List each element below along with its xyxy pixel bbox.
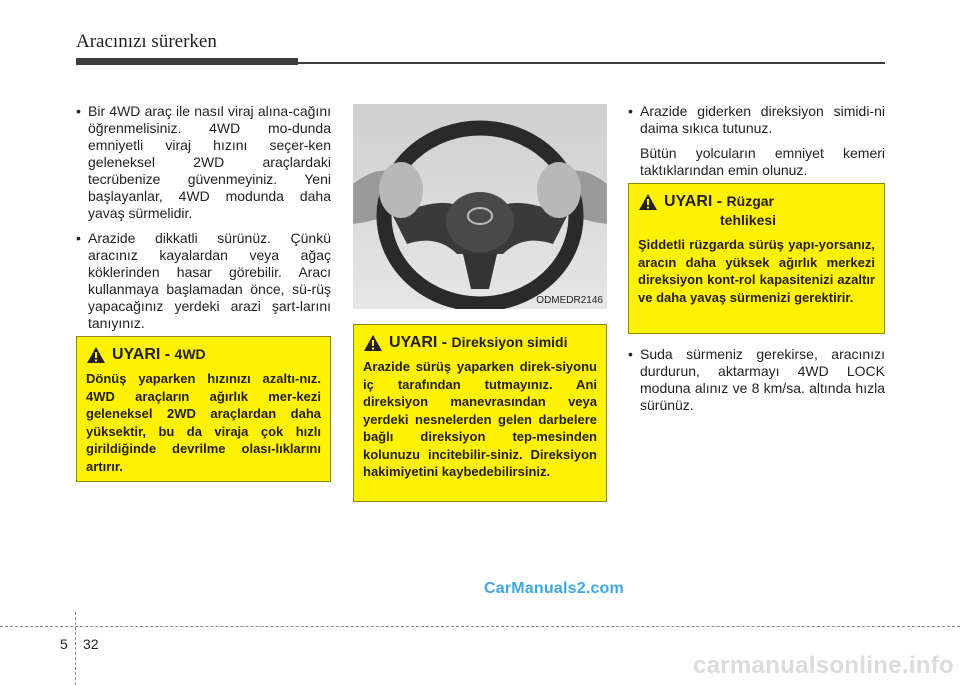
- bullet-hold-wheel: • Arazide giderken direksiyon simidi-ni daima sıkıca tutunuz.: [628, 103, 885, 137]
- right-column: [628, 103, 885, 187]
- chapter-number: 5: [60, 636, 68, 652]
- warning-title: UYARI -: [389, 334, 448, 351]
- warning-box-wind: [628, 183, 885, 334]
- warning-body: Şiddetli rüzgarda sürüş yapı-yorsanız, aracın daha yüksek ağırlık merkezi direksiyon kont-rol kapasitenizi azaltır ve daha yavaş sürmenizi gerektirir.: [638, 237, 875, 305]
- warning-subtitle: Direksiyon simidi: [451, 334, 568, 350]
- header-rule-thick: [76, 58, 298, 65]
- bullet-offroad-care: • Arazide dikkatli sürünüz. Çünkü aracınız kayalardan veya ağaç köklerinden hasar görebilir. Aracı kullanmaya başlamadan önce, sü-rüş yapacağınız yerdeki arazi şart-larını tanıyınız.: [76, 230, 331, 332]
- warning-triangle-icon: [86, 346, 106, 364]
- warning-box-4wd: [76, 336, 331, 482]
- warning-subtitle: 4WD: [174, 346, 206, 362]
- bullet-4wd-cornering: • Bir 4WD araç ile nasıl viraj alına-cağını öğrenmelisiniz. 4WD mo-dunda emniyetli viraj hızını seçer-ken geleneksel 2WD araçlardaki tecrübenize güvenmeyiniz. Yeni başlayanlar, 4WD modunda daha yavaş sürmelidir.: [76, 103, 331, 222]
- bullet-water-driving: • Suda sürmeniz gerekirse, aracınızı durdurun, aktarmayı 4WD LOCK moduna alınız ve 8 km/sa. altında hızla sürünüz.: [628, 346, 885, 414]
- footer-divider: [75, 612, 76, 685]
- right-column-lower: [628, 346, 885, 422]
- para-seatbelts: Bütün yolcuların emniyet kemeri taktıklarından emin olunuz.: [640, 145, 885, 178]
- warning-subtitle-line2: tehlikesi: [720, 212, 777, 228]
- warning-box-steering: [353, 324, 607, 502]
- warning-subtitle: Rüzgar: [726, 193, 774, 209]
- footer-rule: [0, 626, 960, 627]
- page-number: 32: [83, 636, 99, 652]
- watermark-carmanuals2: CarManuals2.com: [484, 580, 624, 597]
- warning-title: UYARI -: [112, 346, 171, 363]
- warning-body: Dönüş yaparken hızınızı azaltı-nız. 4WD araçların ağırlık mer-kezi geleneksel 2WD araçlardan daha yüksektir, bu da viraja çok hızlı girildiğinde devrilme olası-lıklarını artırır.: [86, 371, 321, 474]
- warning-body: Arazide sürüş yaparken direk-siyonu iç tarafından tutmayınız. Ani direksiyon manevrasından veya yerdeki nesnelerden gelen darbelere bağlı direksiyon tep-mesinden kolunuzu incitebilir-siniz. Direksiyon hakimiyetini kaybedebilirsiniz.: [363, 359, 597, 479]
- warning-title: UYARI -: [664, 193, 723, 210]
- left-column: [76, 103, 331, 340]
- header-rule-thin: [298, 62, 885, 64]
- steering-wheel-illustration: [353, 104, 607, 309]
- steering-wheel-photo: [353, 104, 607, 309]
- image-code: ODMEDR2146: [536, 295, 603, 306]
- section-title: Aracınızı sürerken: [76, 31, 217, 52]
- warning-triangle-icon: [638, 193, 658, 211]
- watermark-carmanualsonline: carmanualsonline.info: [692, 652, 954, 679]
- warning-triangle-icon: [363, 334, 383, 352]
